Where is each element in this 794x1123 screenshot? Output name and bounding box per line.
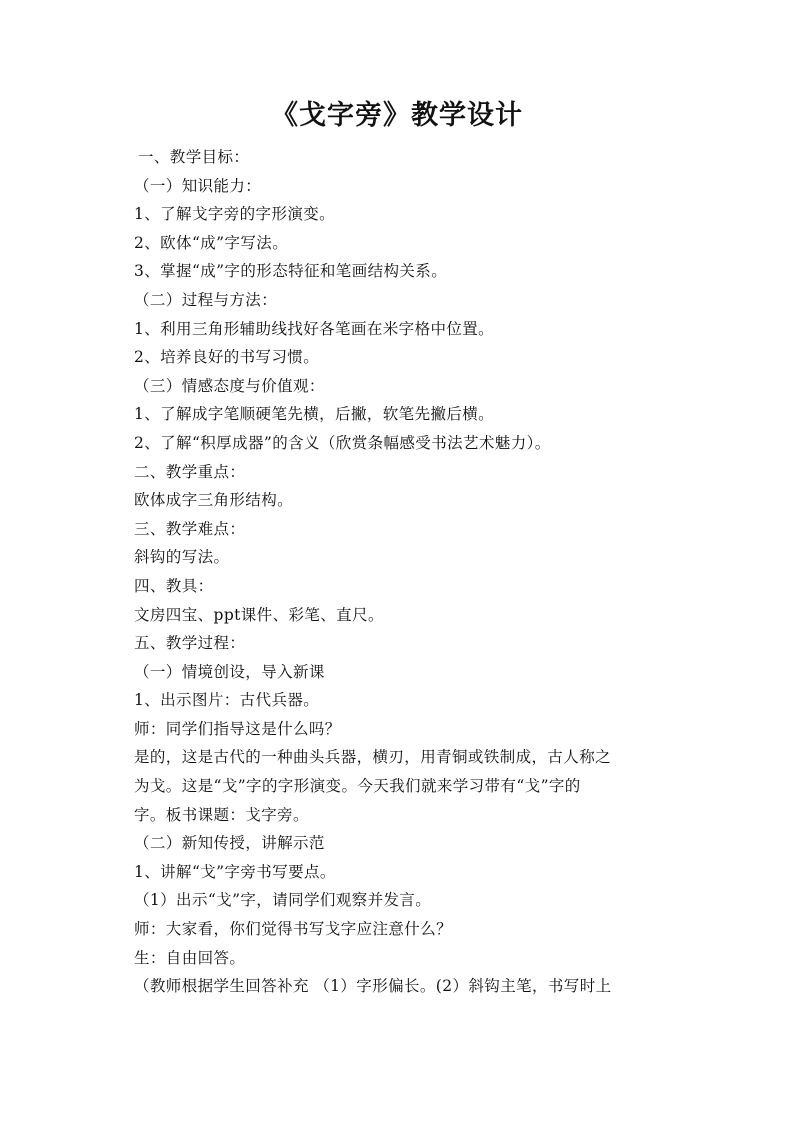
subheading-attitude: （三）情感态度与价值观： bbox=[134, 376, 325, 395]
text-line: 1、讲解“戈”字旁书写要点。 bbox=[134, 862, 336, 881]
subheading-knowledge: （一）知识能力： bbox=[134, 176, 262, 195]
text-line: 生：自由回答。 bbox=[134, 948, 246, 967]
text-line: 2、了解“积厚成器”的含义（欣赏条幅感受书法艺术魅力）。 bbox=[134, 433, 551, 452]
text-line: 1、利用三角形辅助线找好各笔画在米字格中位置。 bbox=[134, 319, 495, 338]
text-line: 2、培养良好的书写习惯。 bbox=[134, 348, 320, 367]
text-line: 字。板书课题：戈字旁。 bbox=[134, 805, 309, 824]
text-line: 欧体成字三角形结构。 bbox=[134, 491, 294, 510]
text-line: 为戈。这是“戈”字的字形演变。今天我们就来学习带有“戈”字的 bbox=[134, 777, 581, 796]
subheading-new-knowledge: （二）新知传授，讲解示范 bbox=[134, 834, 325, 853]
heading-teaching-goals: 一、教学目标： bbox=[138, 148, 250, 166]
text-line: 2、欧体“成”字写法。 bbox=[134, 233, 289, 252]
document-title: 《戈字旁》教学设计 bbox=[271, 100, 523, 131]
text-line: 师：大家看，你们觉得书写戈字应注意什么？ bbox=[134, 920, 453, 939]
text-line: （1）出示“戈”字，请同学们观察并发言。 bbox=[134, 891, 432, 910]
text-line: 斜钩的写法。 bbox=[134, 548, 230, 567]
text-line: 3、掌握“成”字的形态特征和笔画结构关系。 bbox=[134, 262, 448, 281]
text-line: 1、了解成字笔顺硬笔先横，后撇，软笔先撇后横。 bbox=[134, 405, 495, 424]
heading-tools: 四、教具： bbox=[134, 576, 214, 595]
document-body bbox=[134, 143, 704, 1001]
text-line: 1、出示图片：古代兵器。 bbox=[134, 691, 320, 710]
text-line: 是的，这是古代的一种曲头兵器，横刃，用青铜或铁制成，古人称之 bbox=[134, 748, 612, 767]
subheading-process: （二）过程与方法： bbox=[134, 290, 278, 309]
text-line: 1、了解戈字旁的字形演变。 bbox=[134, 205, 336, 224]
text-line: 师：同学们指导这是什么吗？ bbox=[134, 719, 341, 738]
text-line: 文房四宝、ppt课件、彩笔、直尺。 bbox=[134, 605, 384, 624]
heading-teaching-process: 五、教学过程： bbox=[134, 634, 246, 653]
subheading-introduction: （一）情境创设，导入新课 bbox=[134, 662, 325, 681]
heading-difficulties: 三、教学难点： bbox=[134, 519, 246, 538]
text-line: （教师根据学生回答补充 （1）字形偏长。(2）斜钩主笔，书写时上 bbox=[134, 977, 612, 996]
heading-key-points: 二、教学重点： bbox=[134, 462, 246, 481]
